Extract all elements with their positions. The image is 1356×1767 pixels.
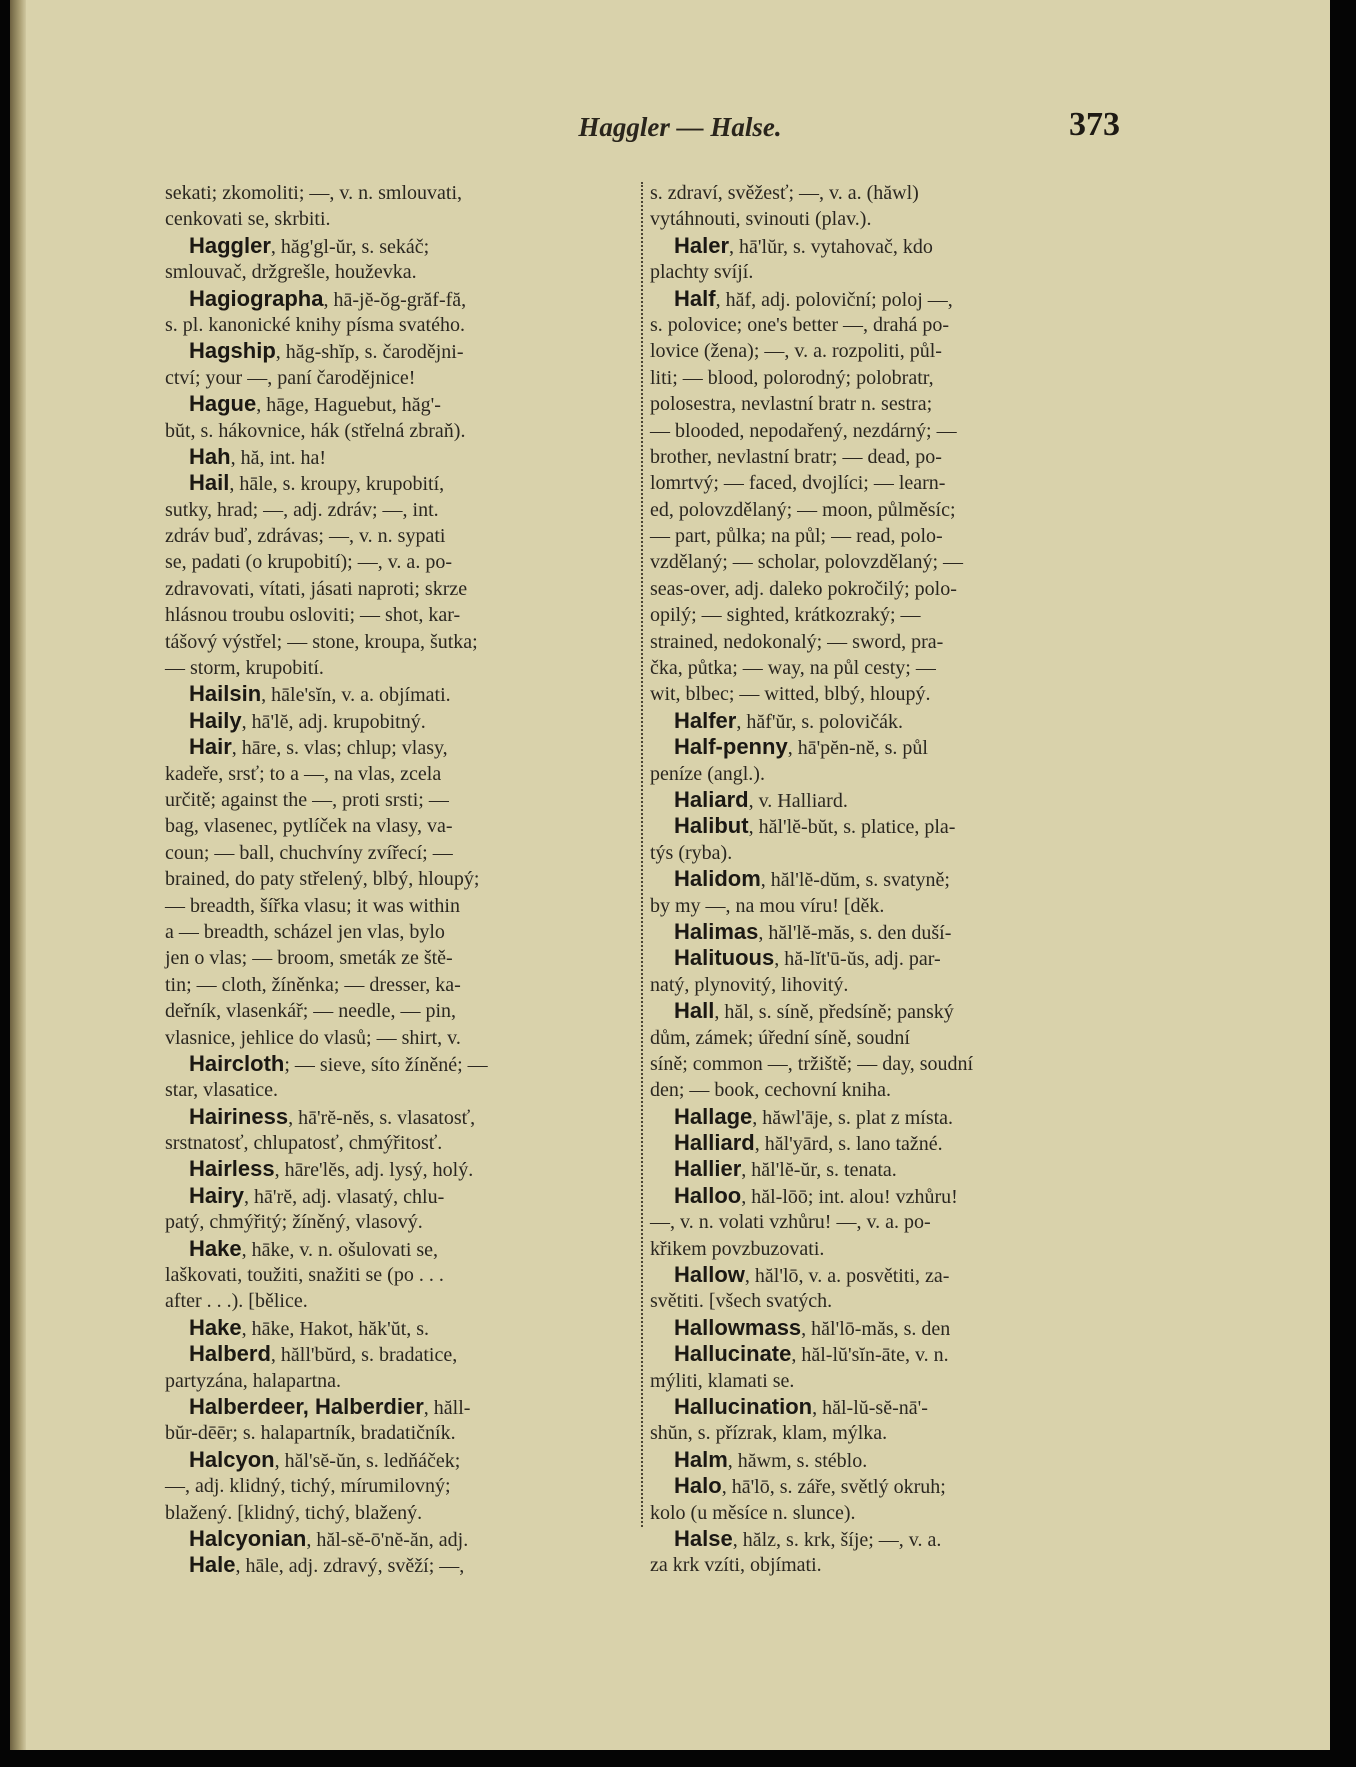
headword: Hallucinate — [674, 1341, 792, 1367]
headword: Hallowmass — [674, 1314, 802, 1340]
headword: Hague — [189, 391, 257, 417]
entry-line: Hair, hāre, s. vlas; chlup; vlasy, — [189, 734, 448, 760]
entry-line: určitě; against the —, proti srsti; — — [165, 788, 449, 811]
entry-line: síně; common —, tržiště; — day, soudní — [650, 1052, 974, 1075]
headword: Halcyon — [189, 1446, 275, 1472]
entry-line: s. polovice; one's better —, drahá po- — [650, 313, 950, 336]
entry-line: Halberdeer, Halberdier, hăll- — [189, 1393, 471, 1419]
entry-line: Hallier, hăl'lĕ-ŭr, s. tenata. — [674, 1156, 897, 1182]
headword: Haler — [674, 232, 730, 258]
entry-line: jen o vlas; — broom, smeták ze ště- — [165, 947, 453, 970]
entry-line: Hake, hāke, Hakot, hăk'ŭt, s. — [189, 1314, 430, 1340]
entry-line: hlásnou troubu osloviti; — shot, kar- — [165, 604, 461, 627]
entry-line: Hail, hāle, s. kroupy, krupobití, — [189, 470, 445, 496]
entry-line: Halfer, hăf'ŭr, s. polovičák. — [674, 707, 904, 733]
headword: Halm — [674, 1446, 728, 1472]
entry-line: Haircloth; — sieve, síto žíněné; — — [189, 1050, 488, 1076]
headword: Halliard — [674, 1130, 755, 1156]
entry-line: partyzána, halapartna. — [165, 1369, 342, 1392]
entry-line: — part, půlka; na půl; — read, polo- — [650, 525, 943, 548]
entry-line: ctví; your —, paní čarodějnice! — [165, 366, 416, 389]
headword: Halimas — [674, 918, 759, 944]
page-binding-edge — [10, 0, 26, 1750]
headword: Hair — [189, 734, 232, 760]
entry-line: Halcyon, hăl'sĕ-ŭn, s. ledňáček; — [189, 1446, 461, 1472]
entry-line: Hallowmass, hăl'lō-măs, s. den — [674, 1314, 951, 1340]
entry-line: lomrtvý; — faced, dvojlíci; — learn- — [650, 472, 946, 495]
entry-line: blažený. [klidný, tichý, blažený. — [165, 1501, 423, 1524]
entry-line: Hah, hă, int. ha! — [189, 443, 327, 469]
entry-line: natý, plynovitý, lihovitý. — [650, 973, 849, 996]
page-number: 373 — [1069, 106, 1120, 143]
headword: Hale — [189, 1552, 236, 1578]
entry-line: Hagiographa, hā-jĕ-ŏg-grăf-fă, — [189, 285, 467, 311]
headword: Hake — [189, 1235, 242, 1261]
entry-line: Half, hăf, adj. poloviční; poloj —, — [674, 285, 953, 311]
headword: Hairiness — [189, 1103, 289, 1129]
entry-line: týs (ryba). — [650, 841, 733, 864]
entry-line: tášový výstřel; — stone, kroupa, šutka; — [165, 630, 478, 653]
entry-line: strained, nedokonalý; — sword, pra- — [650, 630, 944, 653]
entry-line: shŭn, s. přízrak, klam, mýlka. — [650, 1422, 888, 1445]
headword: Hall — [674, 998, 715, 1024]
entry-line: za krk vzíti, objímati. — [650, 1554, 822, 1577]
entry-line: — storm, krupobití. — [165, 657, 324, 680]
entry-line: bŭt, s. hákovnice, hák (střelná zbraň). — [165, 419, 466, 442]
entry-line: mýliti, klamati se. — [650, 1369, 795, 1392]
headword: Half — [674, 285, 716, 311]
entry-line: dům, zámek; úřední síně, soudní — [650, 1026, 910, 1049]
entry-line: ed, polovzdělaný; — moon, půlměsíc; — [650, 498, 956, 521]
headword: Hairy — [189, 1182, 245, 1208]
entry-line: Halm, hăwm, s. stéblo. — [674, 1446, 868, 1472]
entry-line: —, adj. klidný, tichý, mírumilovný; — [165, 1475, 451, 1498]
headword: Haggler — [189, 232, 271, 258]
entry-line: se, padati (o krupobití); —, v. a. po- — [165, 551, 452, 574]
entry-line: kadeře, srsť; to a —, na vlas, zcela — [165, 762, 442, 785]
entry-line: Halliard, hăl'yārd, s. lano tažné. — [674, 1130, 943, 1156]
entry-line: opilý; — sighted, krátkozraký; — — [650, 604, 921, 627]
entry-line: srstnatosť, chlupatosť, chmýřitosť. — [165, 1132, 443, 1155]
entry-line: Hale, hāle, adj. zdravý, svěží; —, — [189, 1552, 465, 1578]
entry-line: s. pl. kanonické knihy písma svatého. — [165, 313, 465, 336]
headword: Halberd — [189, 1341, 271, 1367]
entry-line: peníze (angl.). — [650, 762, 765, 785]
entry-line: Halcyonian, hăl-sĕ-ō'nĕ-ăn, adj. — [189, 1525, 469, 1551]
entry-line: vzdělaný; — scholar, polovzdělaný; — — [650, 551, 963, 574]
headword: Hallage — [674, 1103, 753, 1129]
entry-line: brother, nevlastní bratr; — dead, po- — [650, 445, 942, 468]
entry-line: Halituous, hă-lĭt'ū-ŭs, adj. par- — [674, 945, 941, 971]
entry-line: Hague, hāge, Haguebut, hăg'- — [189, 391, 441, 417]
running-head: Haggler — Halse. — [578, 112, 782, 142]
entry-line: liti; — blood, polorodný; polobratr, — [650, 366, 934, 389]
entry-line: Haggler, hăg'gl-ŭr, s. sekáč; — [189, 232, 430, 258]
entry-line: světiti. [všech svatých. — [650, 1290, 833, 1313]
dictionary-page — [10, 0, 1330, 1750]
entry-line: laškovati, toužiti, snažiti se (po . . . — [165, 1264, 444, 1287]
entry-line: plachty svíjí. — [650, 261, 754, 284]
entry-line: sutky, hrad; —, adj. zdráv; —, int. — [165, 498, 439, 521]
entry-line: kolo (u měsíce n. slunce). — [650, 1501, 856, 1524]
headword: Hairless — [189, 1156, 275, 1182]
entry-line: Hallucination, hăl-lŭ-sĕ-nā'- — [674, 1393, 928, 1419]
entry-line: vlasnice, jehlice do vlasů; — shirt, v. — [165, 1026, 461, 1049]
headword: Haircloth — [189, 1050, 285, 1076]
entry-line: Halibut, hăl'lĕ-bŭt, s. platice, pla- — [674, 813, 956, 839]
entry-line: patý, chmýřitý; žíněný, vlasový. — [165, 1211, 423, 1234]
entry-line: Halse, hălz, s. krk, šíje; —, v. a. — [674, 1525, 942, 1551]
headword: Hallow — [674, 1262, 745, 1288]
entry-line: Halloo, hăl-lōō; int. alou! vzhůru! — [674, 1182, 958, 1208]
entry-line: smlouvač, držgrešle, houževka. — [165, 261, 417, 284]
entry-line: wit, blbec; — witted, blbý, hloupý. — [650, 683, 931, 706]
entry-line: zdráv buď, zdrávas; —, v. n. sypati — [165, 525, 446, 548]
headword: Haliard — [674, 786, 749, 812]
entry-line: brained, do paty střelený, blbý, hloupý; — [165, 868, 480, 891]
entry-line: křikem povzbuzovati. — [650, 1237, 825, 1260]
headword: Half-penny — [674, 734, 788, 760]
headword: Halibut — [674, 813, 749, 839]
headword: Hake — [189, 1314, 242, 1340]
entry-line: Haliard, v. Halliard. — [674, 786, 848, 812]
headword: Halberdeer, Halberdier — [189, 1393, 424, 1419]
entry-line: zdravovati, vítati, jásati naproti; skrze — [165, 577, 468, 600]
entry-line: bŭr-dēēr; s. halapartník, bradatičník. — [165, 1422, 456, 1445]
entry-line: Halidom, hăl'lĕ-dŭm, s. svatyně; — [674, 866, 950, 892]
entry-line: — blooded, nepodařený, nezdárný; — — [650, 419, 957, 442]
headword: Halfer — [674, 707, 737, 733]
entry-line: Haily, hā'lĕ, adj. krupobitný. — [189, 707, 426, 733]
entry-line: — breadth, šířka vlasu; it was within — [165, 894, 460, 917]
entry-line: a — breadth, scházel jen vlas, bylo — [165, 920, 445, 943]
entry-line: den; — book, cechovní kniha. — [650, 1079, 892, 1102]
entry-line: Halberd, hăll'bŭrd, s. bradatice, — [189, 1341, 458, 1367]
headword: Halidom — [674, 866, 761, 892]
right-column — [650, 180, 1128, 1577]
entry-line: čka, půtka; — way, na půl cesty; — — [650, 657, 936, 680]
entry-line: vytáhnouti, svinouti (plav.). — [650, 208, 872, 231]
headword: Hagship — [189, 338, 276, 364]
entry-line: star, vlasatice. — [165, 1079, 279, 1102]
headword: Hallucination — [674, 1393, 813, 1419]
headword: Halo — [674, 1473, 722, 1499]
entry-line: coun; — ball, chuchvíny zvířecí; — — [165, 841, 453, 864]
entry-line: sekati; zkomoliti; —, v. n. smlouvati, — [165, 182, 463, 204]
entry-line: Hairy, hā'rĕ, adj. vlasatý, chlu- — [189, 1182, 445, 1208]
entry-line: Hallow, hăl'lō, v. a. posvětiti, za- — [674, 1262, 950, 1288]
entry-line: seas-over, adj. daleko pokročilý; polo- — [650, 577, 957, 600]
entry-line: Hairiness, hā'rĕ-nĕs, s. vlasatosť, — [189, 1103, 476, 1129]
entry-line: Half-penny, hā'pĕn-nĕ, s. půl — [674, 734, 928, 760]
entry-line: by my —, na mou víru! [děk. — [650, 894, 885, 917]
entry-line: Hailsin, hāle'sĭn, v. a. objímati. — [189, 681, 451, 707]
column-divider — [641, 182, 644, 1527]
headword: Haily — [189, 707, 242, 733]
entry-line: —, v. n. volati vzhůru! —, v. a. po- — [650, 1211, 931, 1234]
left-column — [165, 180, 643, 1578]
entry-line: Hake, hāke, v. n. ošulovati se, — [189, 1235, 439, 1261]
entry-line: Hall, hăl, s. síně, předsíně; panský — [674, 998, 954, 1024]
entry-line: Halo, hā'lō, s. záře, světlý okruh; — [674, 1473, 946, 1499]
entry-line: deřník, vlasenkář; — needle, — pin, — [165, 1000, 457, 1023]
entry-line: Haler, hā'lŭr, s. vytahovač, kdo — [674, 232, 933, 258]
entry-line: bag, vlasenec, pytlíček na vlasy, va- — [165, 815, 453, 838]
entry-line: Hairless, hāre'lĕs, adj. lysý, holý. — [189, 1156, 474, 1182]
entry-line: Hagship, hăg-shĭp, s. čarodějni- — [189, 338, 464, 364]
entry-line: Hallage, hăwl'āje, s. plat z místa. — [674, 1103, 954, 1129]
entry-line: lovice (žena); —, v. a. rozpoliti, půl- — [650, 340, 942, 363]
headword: Hailsin — [189, 681, 262, 707]
entry-line: tin; — cloth, žíněnka; — dresser, ka- — [165, 973, 461, 996]
headword: Halloo — [674, 1182, 742, 1208]
headword: Hallier — [674, 1156, 742, 1182]
headword: Halcyonian — [189, 1525, 307, 1551]
entry-line: Halimas, hăl'lĕ-măs, s. den duší- — [674, 918, 952, 944]
entry-line: cenkovati se, skrbiti. — [165, 208, 331, 231]
entry-line: polosestra, nevlastní bratr n. sestra; — [650, 393, 933, 416]
headword: Halse — [674, 1525, 733, 1551]
entry-line: after . . .). [bělice. — [165, 1290, 308, 1313]
headword: Hah — [189, 443, 231, 469]
headword: Halituous — [674, 945, 775, 971]
entry-line: Hallucinate, hăl-lŭ'sĭn-āte, v. n. — [674, 1341, 949, 1367]
entry-line: s. zdraví, svěžesť; —, v. a. (hăwl) — [650, 182, 919, 204]
headword: Hail — [189, 470, 230, 496]
headword: Hagiographa — [189, 285, 324, 311]
